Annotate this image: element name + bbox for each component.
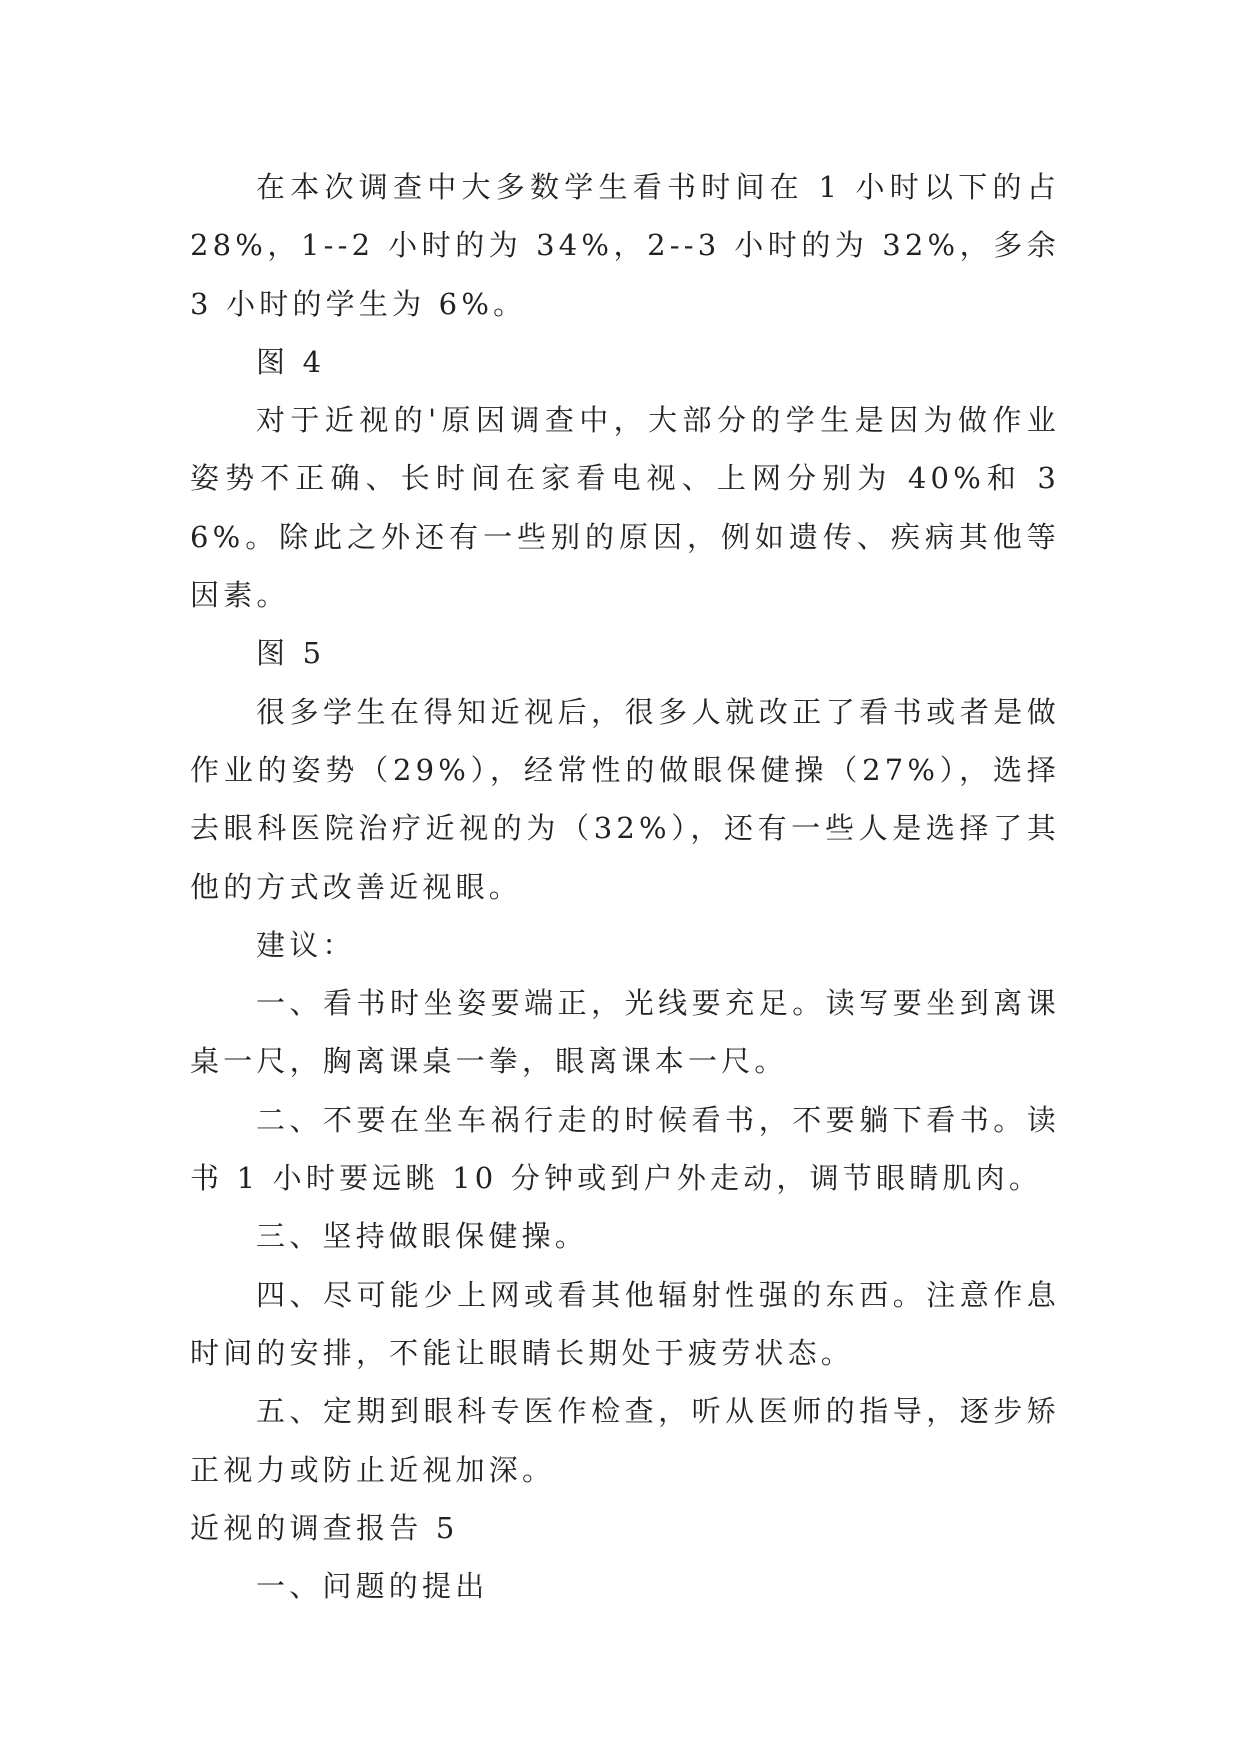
- suggestions-heading: 建议：: [256, 927, 356, 962]
- suggestion-4: 四、尽可能少上网或看其他辐射性强的东西。注意作息时间的安排，不能让眼睛长期处于疲劳状态。: [190, 1277, 1060, 1370]
- suggestion-1: 一、看书时坐姿要端正，光线要充足。读写要坐到离课桌一尺，胸离课桌一拳，眼离课本一尺。: [190, 986, 1060, 1079]
- section-title-report-5: 近视的调查报告 5: [190, 1510, 459, 1545]
- subsection-problem: 一、问题的提出: [256, 1569, 489, 1604]
- suggestion-3: 三、坚持做眼保健操。: [256, 1219, 589, 1254]
- paragraph-corrections: 很多学生在得知近视后，很多人就改正了看书或者是做作业的姿势（29%），经常性的做眼保健操（27%），选择去眼科医院治疗近视的为（32%），还有一些人是选择了其他的方式改善近视眼。: [190, 694, 1060, 904]
- suggestion-2: 二、不要在坐车祸行走的时候看书，不要躺下看书。读书 1 小时要远眺 10 分钟或到户外走动，调节眼睛肌肉。: [190, 1102, 1060, 1196]
- figure-label-4: 图 4: [256, 344, 326, 379]
- document-body: [190, 158, 1060, 1615]
- paragraph-causes: 对于近视的'原因调查中，大部分的学生是因为做作业姿势不正确、长时间在家看电视、上网分别为 40%和 36%。除此之外还有一些别的原因，例如遗传、疾病其他等因素。: [190, 403, 1060, 613]
- suggestion-5: 五、定期到眼科专医作检查，听从医师的指导，逐步矫正视力或防止近视加深。: [190, 1394, 1060, 1487]
- figure-label-5: 图 5: [256, 636, 326, 671]
- paragraph-reading-time: 在本次调查中大多数学生看书时间在 1 小时以下的占 28%，1--2 小时的为 34%，2--3 小时的为 32%，多余 3 小时的学生为 6%。: [190, 170, 1060, 321]
